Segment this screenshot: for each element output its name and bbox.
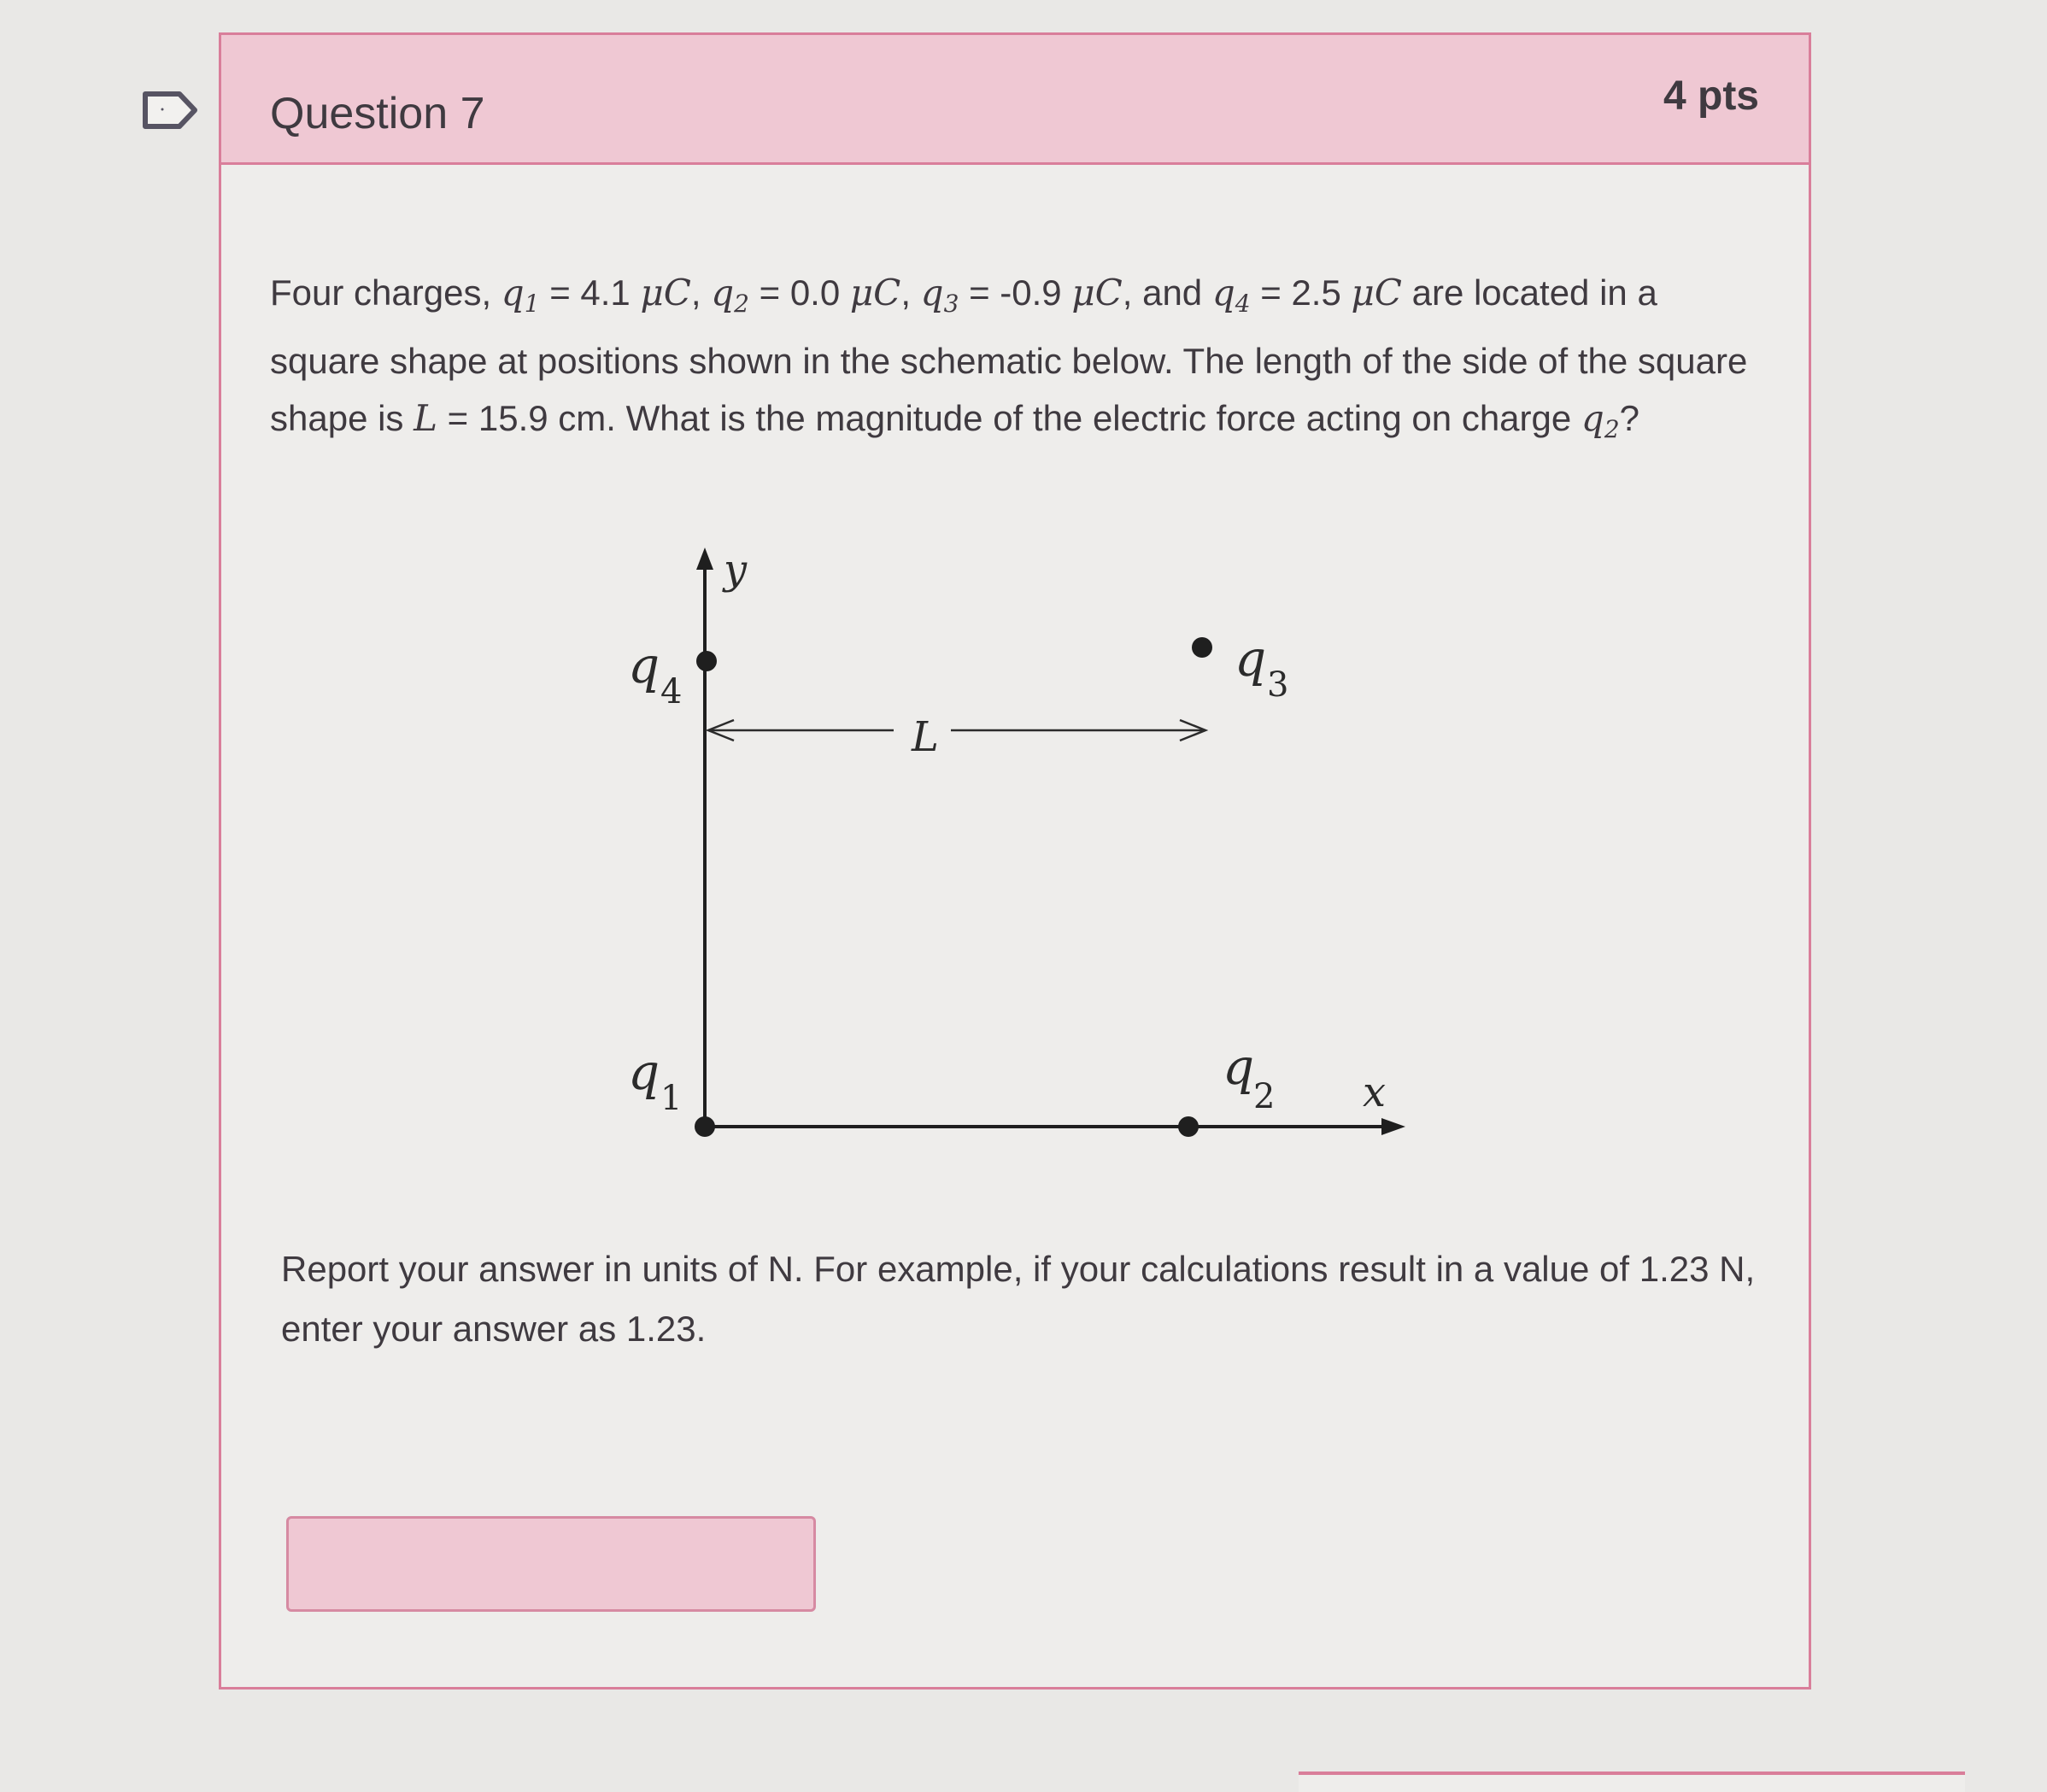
charge-q3 bbox=[1192, 630, 1288, 705]
problem-statement bbox=[270, 264, 1774, 458]
comma-separator: , bbox=[690, 272, 701, 313]
question-header bbox=[221, 35, 1809, 165]
charge-subscript: 2 bbox=[734, 290, 749, 318]
charge-label: q bbox=[1211, 272, 1235, 313]
charge-value: -0.9 bbox=[1000, 272, 1062, 313]
problem-intro-text: Four charges, bbox=[270, 272, 501, 313]
charge-dot bbox=[1192, 637, 1212, 658]
comma-separator: , bbox=[900, 272, 911, 313]
x-axis-arrowhead bbox=[1381, 1118, 1405, 1135]
equals-sign: = bbox=[447, 398, 469, 438]
charge-subscript: 1 bbox=[660, 1079, 683, 1118]
charge-symbol: q bbox=[628, 636, 660, 694]
charge-value: 0.0 bbox=[789, 272, 841, 313]
charge-subscript: 2 bbox=[1253, 1077, 1276, 1116]
charge-value: 4.1 bbox=[580, 272, 631, 313]
bookmark-flag-icon[interactable] bbox=[142, 91, 198, 130]
located-text: are located in a square shape at positions shown in the schematic below. The length of the side of the square shape is bbox=[270, 272, 1748, 438]
target-charge-label: q bbox=[1581, 397, 1604, 439]
side-length-unit: cm bbox=[558, 398, 607, 438]
charge-q1 bbox=[628, 1043, 715, 1137]
charge-subscript: 1 bbox=[524, 290, 540, 318]
y-axis-label: y bbox=[724, 546, 748, 594]
charge-symbol: q bbox=[1235, 630, 1267, 688]
question-title: Question 7 bbox=[270, 89, 485, 138]
charge-unit: μC bbox=[640, 272, 691, 313]
question-mark: ? bbox=[1619, 398, 1639, 438]
answer-input[interactable] bbox=[286, 1516, 816, 1612]
charge-value: 2.5 bbox=[1291, 272, 1341, 313]
charge-label: q bbox=[920, 272, 944, 313]
question-text: What is the magnitude of the electric force acting on charge bbox=[625, 398, 1581, 438]
charge-subscript: 3 bbox=[943, 290, 959, 318]
charge-symbol: q bbox=[1223, 1038, 1255, 1096]
charge-unit: μC bbox=[1351, 272, 1402, 313]
x-axis-label: x bbox=[1363, 1069, 1387, 1116]
charge-label: q bbox=[501, 272, 525, 313]
equals-sign: = bbox=[969, 272, 990, 313]
charge-label: q bbox=[711, 272, 735, 313]
charge-symbol: q bbox=[628, 1043, 660, 1101]
comma-separator: , bbox=[1122, 272, 1133, 313]
charge-unit: μC bbox=[849, 272, 901, 313]
period: . bbox=[606, 398, 616, 438]
charge-subscript: 4 bbox=[660, 672, 683, 712]
next-question-card-edge bbox=[1299, 1772, 1965, 1792]
charge-subscript: 4 bbox=[1235, 290, 1251, 318]
charge-q2 bbox=[1178, 1038, 1275, 1137]
charge-dot bbox=[695, 1116, 715, 1137]
question-points: 4 pts bbox=[1663, 73, 1759, 119]
charge-subscript: 3 bbox=[1267, 665, 1289, 705]
answer-instructions: Report your answer in units of N. For example, if your calculations result in a value of 1.23 N, enter your answer as 1.23. bbox=[281, 1249, 1756, 1349]
charge-unit: μC bbox=[1071, 272, 1123, 313]
y-axis-arrowhead bbox=[696, 548, 713, 570]
side-length-dimension bbox=[708, 713, 1205, 761]
side-length-symbol: L bbox=[414, 397, 437, 439]
target-charge-subscript: 2 bbox=[1604, 415, 1620, 443]
question-card bbox=[219, 32, 1811, 1690]
side-length-label: L bbox=[912, 713, 939, 761]
side-length-value: 15.9 bbox=[478, 398, 548, 438]
equals-sign: = bbox=[1260, 272, 1282, 313]
charge-dot bbox=[1178, 1116, 1199, 1137]
and-text: and bbox=[1132, 272, 1212, 313]
equals-sign: = bbox=[759, 272, 781, 313]
charge-schematic bbox=[597, 522, 1469, 1188]
equals-sign: = bbox=[549, 272, 571, 313]
schematic-axes bbox=[696, 548, 1405, 1135]
charge-dot bbox=[696, 651, 717, 671]
